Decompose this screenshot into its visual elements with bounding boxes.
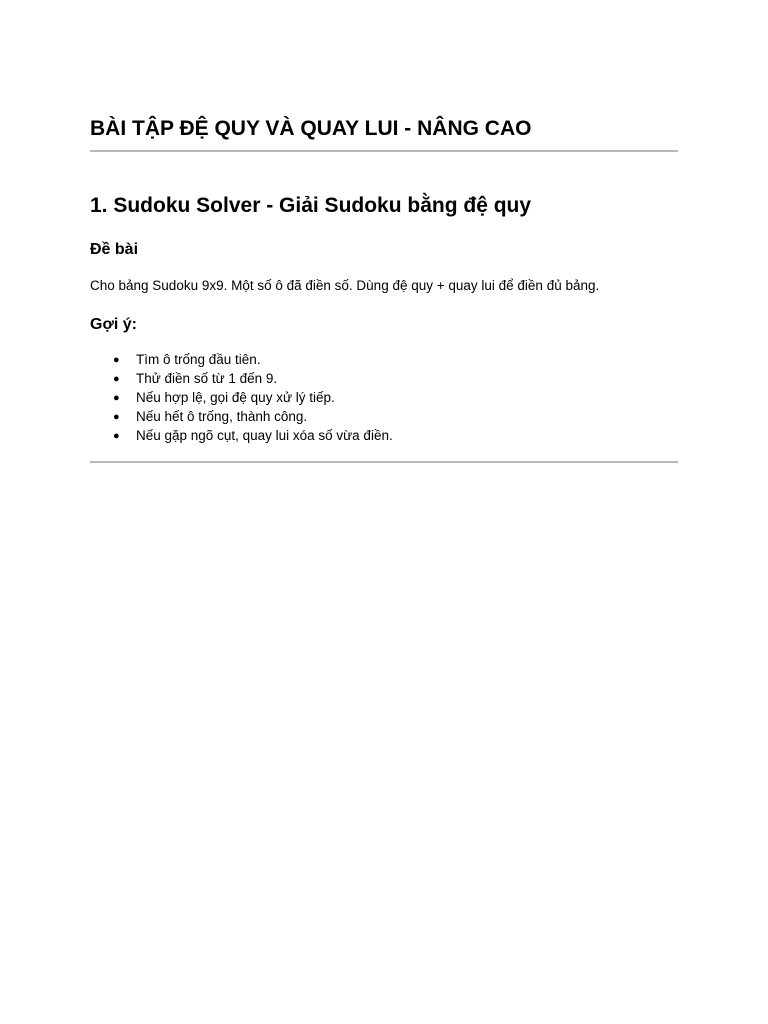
- hint-heading: Gợi ý:: [90, 316, 137, 333]
- hint-text: Nếu hết ô trống, thành công.: [136, 409, 308, 424]
- bullet-icon: ●: [113, 392, 120, 404]
- bullet-icon: ●: [113, 411, 120, 423]
- bullet-icon: ●: [113, 373, 120, 385]
- document-title: BÀI TẬP ĐỆ QUY VÀ QUAY LUI - NÂNG CAO: [90, 117, 532, 140]
- hint-text: Nếu hợp lệ, gọi đệ quy xử lý tiếp.: [136, 390, 335, 405]
- title-divider: [90, 150, 678, 152]
- problem-heading: Đề bài: [90, 241, 139, 258]
- section-divider: [90, 461, 678, 463]
- bullet-icon: ●: [113, 430, 120, 442]
- bullet-icon: ●: [113, 354, 120, 366]
- hint-text: Thử điền số từ 1 đến 9.: [136, 371, 278, 386]
- hint-text: Tìm ô trống đầu tiên.: [136, 352, 261, 367]
- section-title: 1. Sudoku Solver - Giải Sudoku bằng đệ quy: [90, 194, 532, 217]
- problem-text: Cho bảng Sudoku 9x9. Một số ô đã điền số. Dùng đệ quy + quay lui để điền đủ bảng.: [90, 278, 600, 293]
- hint-text: Nếu gặp ngõ cụt, quay lui xóa số vừa điền.: [136, 428, 393, 443]
